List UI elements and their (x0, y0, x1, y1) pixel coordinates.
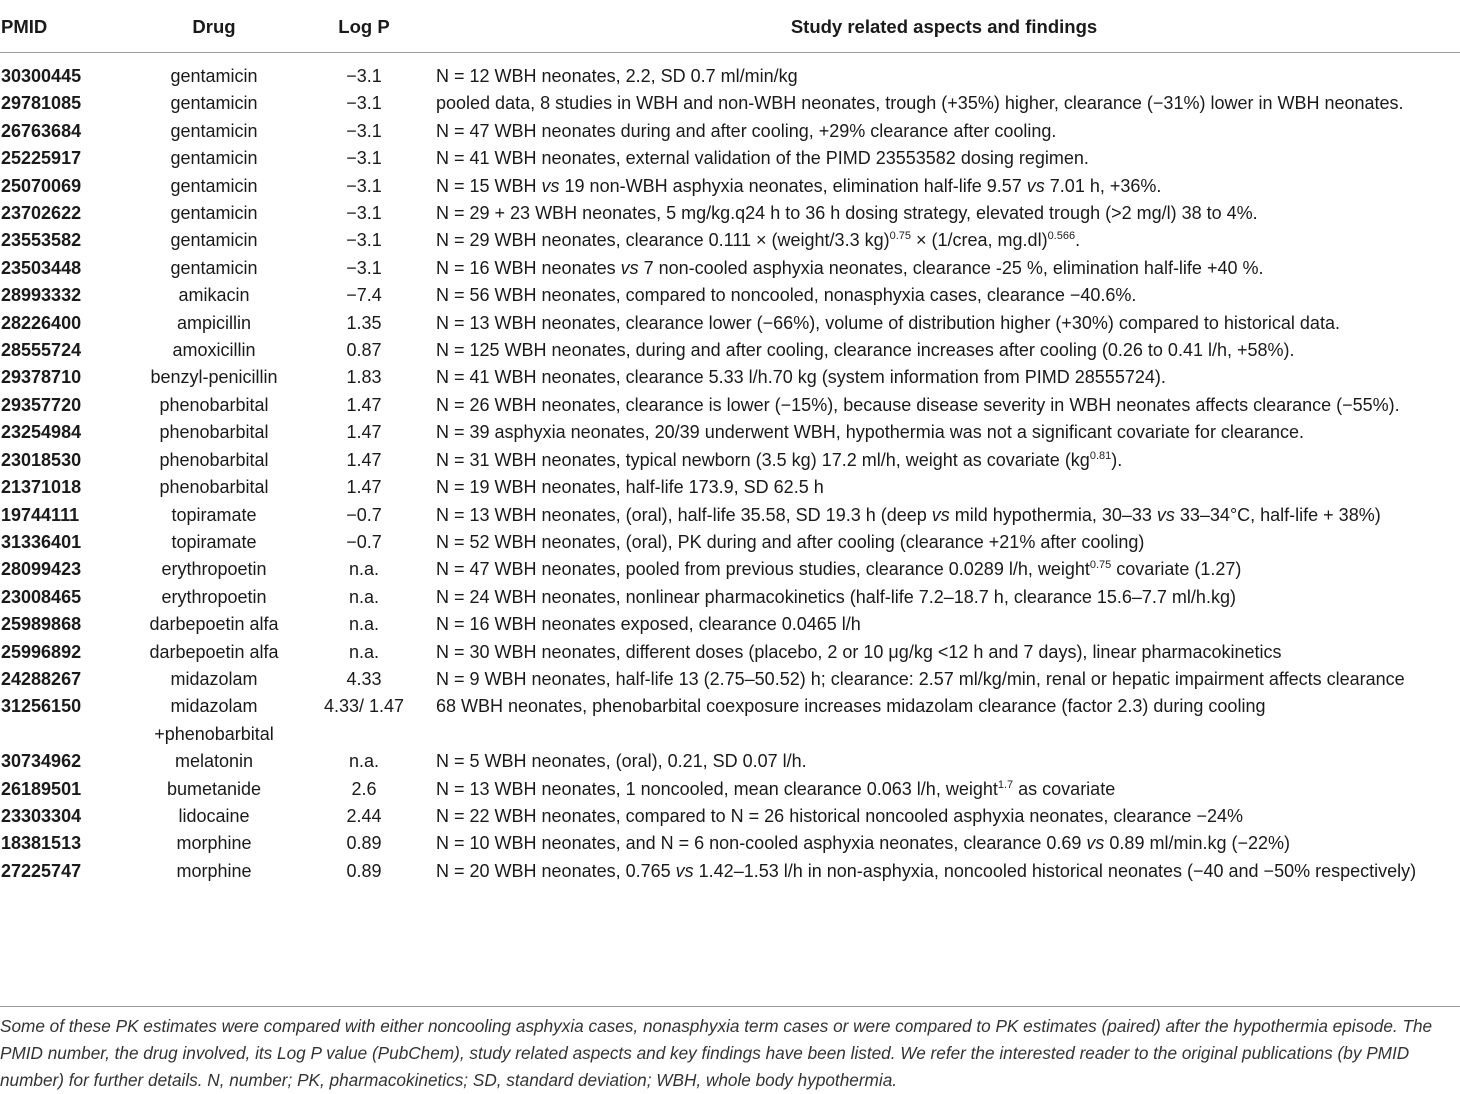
pmid-cell: 19744111 (1, 504, 80, 525)
table-row (0, 90, 1460, 117)
pmid-cell: 26763684 (1, 120, 82, 141)
header-findings: Study related aspects and findings (428, 5, 1460, 53)
table-header-row (0, 5, 1460, 53)
pmid-cell: 25070069 (1, 175, 82, 196)
logp-cell: 4.33 (346, 668, 382, 689)
finding-cell: N = 125 WBH neonates, during and after cooling, clearance increases after cooling (0.26 to 0.41 l/h, +58%). (436, 340, 1295, 361)
logp-cell: 0.87 (346, 340, 382, 361)
logp-cell: 1.47 (346, 394, 382, 415)
pmid-cell: 18381513 (1, 833, 82, 854)
drug-cell: phenobarbital (159, 422, 269, 443)
logp-cell: 4.33/ 1.47 (323, 696, 405, 717)
logp-cell: 2.44 (346, 805, 382, 826)
finding-cell: N = 47 WBH neonates, pooled from previous studies, clearance 0.0289 l/h, weight$^{0.75}$ covariate (1.27) (436, 559, 1242, 580)
drug-cell: bumetanide (166, 778, 262, 799)
pmid-cell: 30734962 (1, 751, 82, 772)
logp-cell: 1.47 (346, 422, 382, 443)
finding-cell: N = 20 WBH neonates, 0.765 vs 1.42–1.53 l/h in non-asphyxia, noncooled historical neonates (−40 and −50% respectively) (436, 860, 1417, 881)
logp-cell: n.a. (348, 751, 380, 772)
finding-cell: N = 41 WBH neonates, external validation of the PIMD 23553582 dosing regimen. (436, 148, 1089, 169)
logp-cell: −3.1 (346, 120, 382, 141)
pmid-cell: 31336401 (1, 531, 82, 552)
drug-cell: gentamicin (170, 175, 258, 196)
finding-cell: N = 39 asphyxia neonates, 20/39 underwent WBH, hypothermia was not a significant covariate for clearance. (436, 422, 1304, 443)
drug-cell: phenobarbital (159, 394, 269, 415)
drug-cell: amikacin (178, 285, 250, 306)
drug-cell: phenobarbital (159, 477, 269, 498)
drug-cell: gentamicin (170, 66, 258, 86)
finding-cell: N = 5 WBH neonates, (oral), 0.21, SD 0.07 l/h. (436, 751, 807, 772)
table-row (0, 803, 1460, 830)
table-body (0, 53, 1460, 896)
finding-cell: N = 52 WBH neonates, (oral), PK during and after cooling (clearance +21% after cooling) (436, 531, 1145, 552)
pmid-cell: 29378710 (1, 367, 82, 388)
drug-cell: melatonin (174, 751, 254, 772)
table-row (0, 556, 1460, 583)
drug-cell: erythropoetin (161, 559, 267, 580)
pmid-cell: 23008465 (1, 586, 82, 607)
table-row (0, 529, 1460, 556)
drug-cell: gentamicin (170, 120, 258, 141)
drug-cell: topiramate (171, 531, 257, 552)
finding-cell: N = 29 + 23 WBH neonates, 5 mg/kg.q24 h to 36 h dosing strategy, elevated trough (>2 mg/l) 38 to 4%. (436, 203, 1258, 224)
drug-cell: erythropoetin (161, 586, 267, 607)
drug-cell: morphine (176, 860, 252, 881)
logp-cell: n.a. (348, 641, 380, 662)
finding-cell: N = 31 WBH neonates, typical newborn (3.5 kg) 17.2 ml/h, weight as covariate $(kg^{0.81})$. (436, 449, 1123, 470)
table-bottom-rule (0, 1006, 1460, 1007)
table-row (0, 173, 1460, 200)
pmid-cell: 23503448 (1, 257, 82, 278)
finding-cell: N = 41 WBH neonates, clearance 5.33 l/h.70 kg (system information from PIMD 28555724). (436, 367, 1166, 388)
pmid-cell: 25225917 (1, 148, 82, 169)
logp-cell: n.a. (348, 559, 380, 580)
drug-cell: phenobarbital (159, 449, 269, 470)
table-row (0, 364, 1460, 391)
pmid-cell: 26189501 (1, 778, 82, 799)
table-row (0, 447, 1460, 474)
drug-cell: amoxicillin (172, 340, 256, 361)
table-row (0, 474, 1460, 501)
drug-cell: benzyl-penicillin (150, 367, 278, 388)
table-row (0, 830, 1460, 857)
pmid-cell: 27225747 (1, 860, 82, 881)
pmid-cell: 21371018 (1, 477, 82, 498)
table-row (0, 337, 1460, 364)
table-row (0, 748, 1460, 775)
pmid-cell: 23553582 (1, 230, 82, 251)
logp-cell: −0.7 (346, 531, 382, 552)
finding-cell: N = 10 WBH neonates, and N = 6 non-cooled asphyxia neonates, clearance 0.69 vs 0.89 ml/min.kg (−22%) (436, 833, 1290, 854)
finding-cell: N = 22 WBH neonates, compared to N = 26 historical noncooled asphyxia neonates, clearance −24% (436, 805, 1243, 826)
pmid-cell: 28555724 (1, 340, 82, 361)
finding-cell: N = 13 WBH neonates, 1 noncooled, mean clearance 0.063 l/h, weight$^{1.7}$ as covariate (436, 778, 1116, 799)
logp-cell: −3.1 (346, 203, 382, 224)
pmid-cell: 23254984 (1, 422, 82, 443)
pmid-cell: 29357720 (1, 394, 82, 415)
header-logp: Log P (300, 5, 428, 53)
pmid-cell: 23303304 (1, 805, 82, 826)
logp-cell: n.a. (348, 586, 380, 607)
drug-cell: topiramate (171, 504, 257, 525)
finding-cell: N = 13 WBH neonates, (oral), half-life 35.58, SD 19.3 h (deep vs mild hypothermia, 30–33 vs 33–34°C, half-life + 38%) (436, 504, 1381, 525)
drug-cell: midazolam +phenobarbital (154, 696, 274, 744)
finding-cell: N = 29 WBH neonates, clearance 0.111 × (weight/3.3 kg)$^{0.75}$ × (1/crea, mg.dl)$^{0.566}$. (436, 230, 1081, 251)
table-row (0, 693, 1460, 748)
table-row (0, 584, 1460, 611)
drug-cell: morphine (176, 833, 252, 854)
drug-cell: gentamicin (170, 203, 258, 224)
logp-cell: 1.35 (346, 312, 382, 333)
pmid-cell: 30300445 (1, 66, 82, 86)
finding-cell: N = 9 WBH neonates, half-life 13 (2.75–50.52) h; clearance: 2.57 ml/kg/min, renal or hepatic impairment affects clearance (436, 668, 1405, 689)
logp-cell: −3.1 (346, 257, 382, 278)
finding-cell: N = 30 WBH neonates, different doses (placebo, 2 or 10 μg/kg <12 h and 7 days), linear pharmacokinetics (436, 641, 1282, 662)
drug-cell: gentamicin (170, 230, 258, 251)
table-row (0, 419, 1460, 446)
logp-cell: 0.89 (346, 860, 382, 881)
drug-cell: lidocaine (178, 805, 250, 826)
drug-cell: midazolam (170, 668, 258, 689)
drug-cell: darbepoetin alfa (149, 641, 279, 662)
pmid-cell: 29781085 (1, 93, 82, 114)
logp-cell: −3.1 (346, 230, 382, 251)
pmid-cell: 24288267 (1, 668, 82, 689)
finding-cell: N = 19 WBH neonates, half-life 173.9, SD 62.5 h (436, 477, 824, 498)
logp-cell: −3.1 (346, 93, 382, 114)
finding-cell: 68 WBH neonates, phenobarbital coexposure increases midazolam clearance (factor 2.3) during cooling (436, 696, 1266, 717)
pmid-cell: 23018530 (1, 449, 82, 470)
logp-cell: n.a. (348, 614, 380, 635)
table-row (0, 858, 1460, 895)
drug-cell: gentamicin (170, 148, 258, 169)
logp-cell: 1.83 (346, 367, 382, 388)
finding-cell: N = 56 WBH neonates, compared to noncooled, nonasphyxia cases, clearance −40.6%. (436, 285, 1137, 306)
table-row (0, 502, 1460, 529)
table-row (0, 227, 1460, 254)
logp-cell: −0.7 (346, 504, 382, 525)
table-row (0, 255, 1460, 282)
logp-cell: 0.89 (346, 833, 382, 854)
pmid-cell: 25989868 (1, 614, 82, 635)
pmid-cell: 23702622 (1, 203, 82, 224)
table-row (0, 611, 1460, 638)
finding-cell: N = 13 WBH neonates, clearance lower (−66%), volume of distribution higher (+30%) compared to historical data. (436, 312, 1340, 333)
drug-cell: ampicillin (176, 312, 252, 333)
table-footnote: Some of these PK estimates were compared with either noncooling asphyxia cases, nonasphyxia term cases or were compared to PK estimates (paired) after the hypothermia episode. The PMID number, the drug involved, its Log P value (PubChem), study related aspects and key findings have been listed. We refer the interested reader to the original publications (by PMID number) for further details. N, number; PK, pharmacokinetics; SD, standard deviation; WBH, whole body hypothermia. (0, 1016, 1433, 1090)
table-row (0, 639, 1460, 666)
header-drug: Drug (128, 5, 300, 53)
finding-cell: N = 24 WBH neonates, nonlinear pharmacokinetics (half-life 7.2–18.7 h, clearance 15.6–7.7 ml/h.kg) (436, 586, 1236, 607)
logp-cell: 1.47 (346, 449, 382, 470)
finding-cell: N = 26 WBH neonates, clearance is lower (−15%), because disease severity in WBH neonates affects clearance (−55%). (436, 394, 1400, 415)
table-row (0, 145, 1460, 172)
pk-table (0, 5, 1460, 895)
finding-cell: N = 47 WBH neonates during and after cooling, +29% clearance after cooling. (436, 120, 1057, 141)
finding-cell: N = 16 WBH neonates exposed, clearance 0.0465 l/h (436, 614, 861, 635)
logp-cell: −7.4 (346, 285, 382, 306)
logp-cell: 1.47 (346, 477, 382, 498)
table-row (0, 118, 1460, 145)
logp-cell: −3.1 (346, 175, 382, 196)
pmid-cell: 25996892 (1, 641, 82, 662)
finding-cell: N = 12 WBH neonates, 2.2, SD 0.7 ml/min/kg (436, 66, 798, 86)
pmid-cell: 31256150 (1, 696, 82, 717)
table-row (0, 63, 1460, 90)
table-row (0, 310, 1460, 337)
logp-cell: 2.6 (351, 778, 377, 799)
table-row (0, 666, 1460, 693)
finding-cell: N = 15 WBH vs 19 non-WBH asphyxia neonates, elimination half-life 9.57 vs 7.01 h, +36%. (436, 175, 1162, 196)
table-row (0, 200, 1460, 227)
pmid-cell: 28226400 (1, 312, 82, 333)
header-spacer (0, 53, 1460, 64)
pmid-cell: 28993332 (1, 285, 82, 306)
drug-cell: gentamicin (170, 257, 258, 278)
pmid-cell: 28099423 (1, 559, 82, 580)
logp-cell: −3.1 (346, 66, 382, 86)
drug-cell: darbepoetin alfa (149, 614, 279, 635)
logp-cell: −3.1 (346, 148, 382, 169)
finding-cell: N = 16 WBH neonates vs 7 non-cooled asphyxia neonates, clearance -25 %, elimination half-life +40 %. (436, 257, 1264, 278)
table-row (0, 282, 1460, 309)
drug-cell: gentamicin (170, 93, 258, 114)
table-row (0, 392, 1460, 419)
header-pmid: PMID (0, 5, 128, 53)
finding-cell: pooled data, 8 studies in WBH and non-WBH neonates, trough (+35%) higher, clearance (−31%) lower in WBH neonates. (436, 93, 1404, 114)
table-row (0, 776, 1460, 803)
